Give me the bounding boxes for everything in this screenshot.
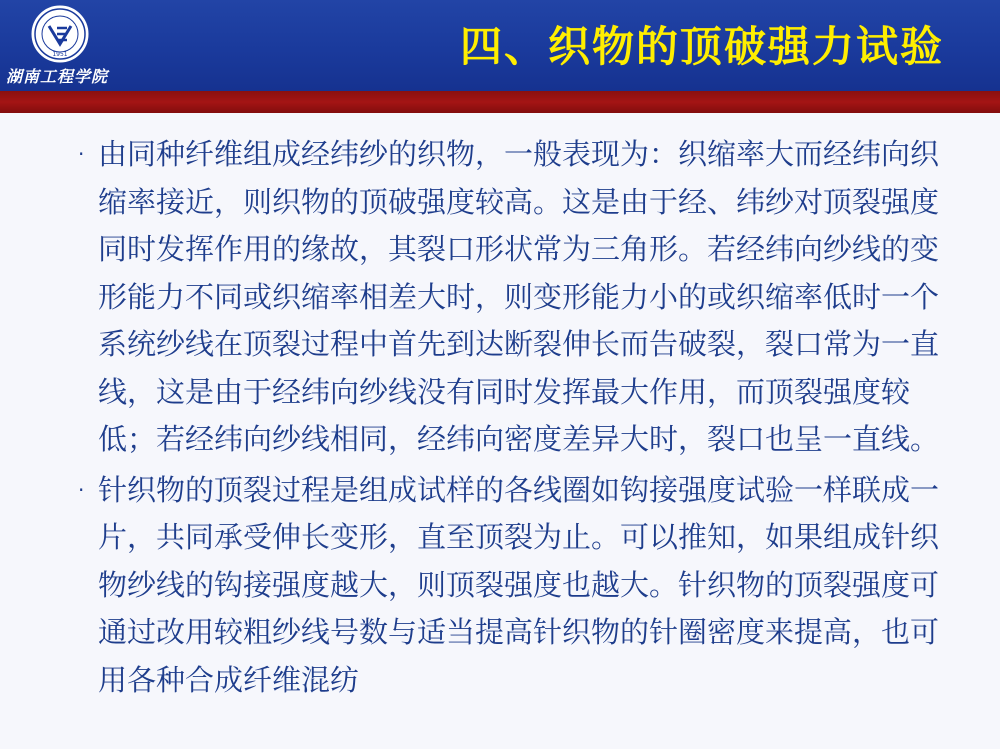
- slide-body: [60, 131, 960, 707]
- paragraph-woven: [60, 131, 960, 464]
- bullet-icon: ·: [78, 142, 85, 166]
- paragraph-text: 由同种纤维组成经纬纱的织物，一般表现为：织缩率大而经纬向织缩率接近，则织物的顶破强度较高。这是由于经、纬纱对顶裂强度同时发挥作用的缘故，其裂口形状常为三角形。若经纬向纱线的变形能力不同或织缩率相差大时，则变形能力小的或织缩率低时一个系统纱线在顶裂过程中首先到达断裂伸长而告破裂，裂口常为一直线，这是由于经纬向纱线没有同时发挥最大作用，而顶裂强度较低；若经纬向纱线相同，经纬向密度差异大时，裂口也呈一直线。: [98, 137, 940, 456]
- school-name: 湖南工程学院: [6, 67, 109, 86]
- paragraph-knitted: [60, 467, 960, 705]
- header-bar: [0, 0, 1000, 91]
- header-accent-bar: [0, 91, 1000, 113]
- school-logo-icon: [30, 4, 90, 64]
- svg-text:1951: 1951: [52, 51, 68, 58]
- paragraph-text: 针织物的顶裂过程是组成试样的各线圈如钩接强度试验一样联成一片，共同承受伸长变形，直至顶裂为止。可以推知，如果组成针织物纱线的钩接强度越大，则顶裂强度也越大。针织物的顶裂强度可通过改用较粗纱线号数与适当提高针织物的针圈密度来提高，也可用各种合成纤维混纺: [98, 472, 940, 697]
- bullet-icon: ·: [78, 477, 85, 502]
- slide-title: 四、织物的顶破强力试验: [459, 22, 944, 71]
